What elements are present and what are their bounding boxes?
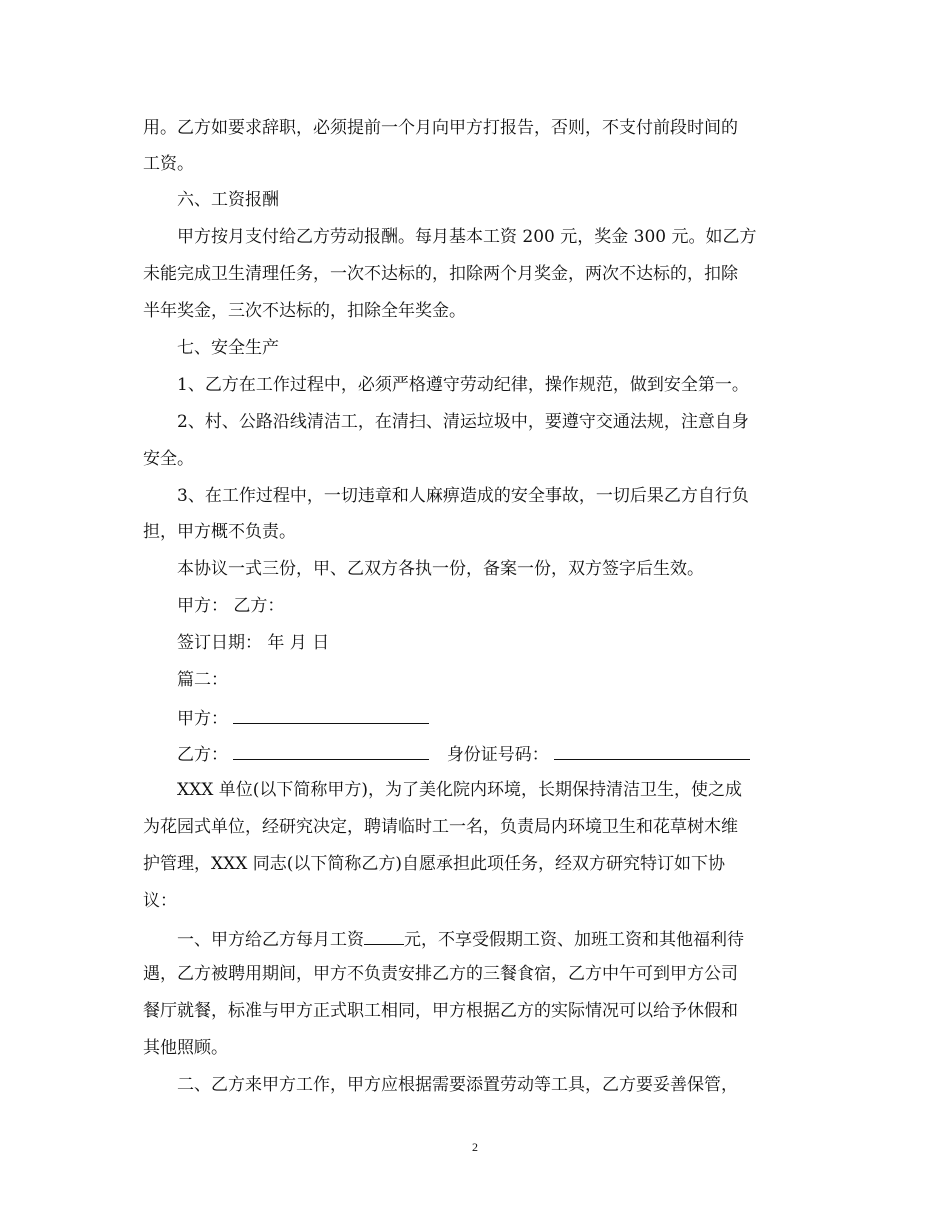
id-number-label: 身份证号码： <box>446 745 549 765</box>
paragraph-line: 半年奖金，三次不达标的，扣除全年奖金。 <box>143 301 466 321</box>
salary-blank <box>364 930 404 945</box>
salary-line <box>177 930 744 949</box>
paragraph-line: 担，甲方概不负责。 <box>143 522 296 542</box>
paragraph-line: 工资。 <box>143 154 194 174</box>
paragraph-line: 二、乙方来甲方工作，甲方应根据需要添置劳动等工具，乙方要妥善保管， <box>177 1075 738 1095</box>
section-heading: 六、工资报酬 <box>177 190 279 210</box>
paragraph-line: XXX 单位(以下简称甲方)，为了美化院内环境，长期保持清洁卫生，使之成 <box>177 780 742 800</box>
party-a-signature-blank <box>233 709 429 724</box>
paragraph-line: 议： <box>143 891 177 911</box>
paragraph-line: 安全。 <box>143 449 194 469</box>
signing-date-line: 签订日期： 年 月 日 <box>177 633 330 653</box>
paragraph-line: 3、在工作过程中，一切违章和人麻痹造成的安全事故，一切后果乙方自行负 <box>177 486 749 506</box>
party-a-row <box>177 709 429 728</box>
id-number-blank <box>554 745 750 760</box>
paragraph-line: 用。乙方如要求辞职，必须提前一个月向甲方打报告，否则，不支付前段时间的 <box>143 118 738 138</box>
party-b-label: 乙方： <box>177 745 228 765</box>
paragraph-line: 本协议一式三份，甲、乙双方各执一份，备案一份，双方签字后生效。 <box>177 559 704 579</box>
paragraph-line: 2、村、公路沿线清洁工，在清扫、清运垃圾中，要遵守交通法规，注意自身 <box>177 412 749 432</box>
paragraph-line: 餐厅就餐，标准与甲方正式职工相同，甲方根据乙方的实际情况可以给予休假和 <box>143 1001 738 1021</box>
paragraph-line: 遇，乙方被聘用期间，甲方不负责安排乙方的三餐食宿，乙方中午可到甲方公司 <box>143 964 738 984</box>
page-number: 2 <box>472 1140 478 1154</box>
party-a-label: 甲方： <box>177 709 228 729</box>
paragraph-line: 甲方按月支付给乙方劳动报酬。每月基本工资 200 元，奖金 300 元。如乙方 <box>177 227 757 247</box>
paragraph-line: 护管理，XXX 同志(以下简称乙方)自愿承担此项任务，经双方研究特订如下协 <box>143 854 725 874</box>
signature-line: 甲方： 乙方： <box>177 596 285 616</box>
section-heading: 七、安全生产 <box>177 338 279 358</box>
salary-line-start: 一、甲方给乙方每月工资 <box>177 930 364 950</box>
paragraph-line: 其他照顾。 <box>143 1038 228 1058</box>
paragraph-line: 未能完成卫生清理任务，一次不达标的，扣除两个月奖金，两次不达标的，扣除 <box>143 264 738 284</box>
section-heading: 篇二： <box>177 670 228 690</box>
paragraph-line: 1、乙方在工作过程中，必须严格遵守劳动纪律，操作规范，做到安全第一。 <box>177 375 749 395</box>
party-b-row <box>177 745 750 764</box>
paragraph-line: 为花园式单位，经研究决定，聘请临时工一名，负责局内环境卫生和花草树木维 <box>143 817 738 837</box>
party-b-signature-blank <box>233 745 429 760</box>
salary-line-end: 元，不享受假期工资、加班工资和其他福利待 <box>404 930 744 950</box>
